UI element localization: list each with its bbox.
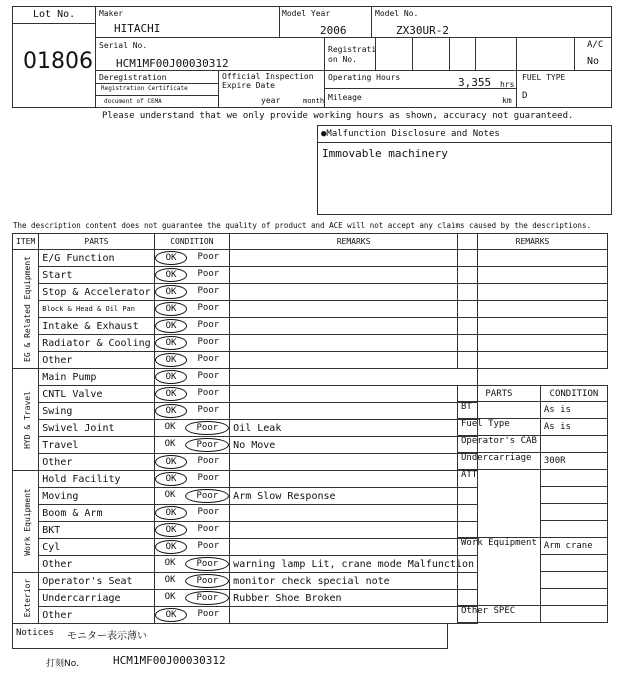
remark-cell: [230, 505, 478, 522]
remark-cell: Rubber Shoe Broken: [230, 590, 478, 607]
poor-circled: Poor: [185, 574, 229, 588]
condition-cell: [154, 318, 230, 335]
ac-cell: [574, 37, 612, 71]
table-row: [13, 318, 478, 335]
spec-header-row: [458, 386, 608, 402]
remark-cell: [230, 386, 478, 403]
part-name: Hold Facility: [39, 471, 154, 488]
ok-circled: OK: [155, 353, 188, 367]
ok-option: OK: [164, 422, 176, 432]
spec-condition: Arm crane: [540, 538, 607, 555]
poor-option: Poor: [197, 337, 220, 347]
ok-circled: OK: [155, 387, 188, 401]
part-name: Travel: [39, 437, 154, 454]
condition-cell: [154, 352, 230, 369]
remark-cell: [230, 250, 478, 267]
poor-option: Poor: [197, 269, 220, 279]
part-name: Stop & Accelerator: [39, 284, 154, 301]
spec-condition: [540, 504, 607, 521]
spec-condition: [540, 521, 607, 538]
item-header: ITEM: [13, 234, 39, 250]
table-row: [13, 369, 478, 386]
remark-cell: No Move: [230, 437, 478, 454]
notices-label: Notices: [16, 628, 54, 638]
remark-cell: [230, 607, 478, 624]
table-row: [13, 284, 478, 301]
poor-option: Poor: [197, 388, 220, 398]
ok-circled: OK: [155, 608, 188, 622]
ok-circled: OK: [155, 302, 188, 316]
right-remarks-row: [458, 352, 608, 369]
table-row: [13, 590, 478, 607]
condition-cell: [154, 454, 230, 471]
item-group-label: Work Equipment: [23, 487, 32, 556]
table-row: [13, 454, 478, 471]
ok-circled: OK: [155, 455, 188, 469]
poor-option: Poor: [197, 354, 220, 364]
poor-option: Poor: [197, 609, 220, 619]
remark-cell: Oil Leak: [230, 420, 478, 437]
poor-option: Poor: [197, 541, 220, 551]
poor-circled: Poor: [185, 438, 229, 452]
part-name: CNTL Valve: [39, 386, 154, 403]
spec-condition: [540, 487, 607, 504]
table-row: [13, 420, 478, 437]
spec-condition: As is: [540, 419, 607, 436]
right-remarks-row: [458, 335, 608, 352]
poor-option: Poor: [197, 524, 220, 534]
notices-box: [12, 623, 448, 649]
inspection-label: Official Inspection Expire Date: [222, 72, 314, 90]
part-name: Other: [39, 607, 154, 624]
condition-cell: [154, 607, 230, 624]
operating-hours-label: Operating Hours: [328, 73, 401, 82]
lot-label: Lot No.: [33, 9, 76, 20]
serial-cell: [95, 37, 325, 71]
poor-circled: Poor: [185, 591, 229, 605]
poor-option: Poor: [197, 507, 220, 517]
hours-cell: [324, 70, 517, 108]
spec-row: [458, 419, 608, 436]
condition-cell: [154, 420, 230, 437]
poor-option: Poor: [197, 320, 220, 330]
ok-circled: OK: [155, 540, 188, 554]
lot-value-cell: [12, 23, 96, 108]
table-row: [13, 250, 478, 267]
spec-condition: [540, 470, 607, 487]
right-remarks-cell: [458, 335, 608, 352]
part-name: Other: [39, 352, 154, 369]
remark-cell: [230, 267, 478, 284]
right-remarks-cell: [458, 284, 608, 301]
poor-option: Poor: [197, 303, 220, 313]
condition-cell: [154, 590, 230, 607]
model-year-value: 2006: [320, 24, 347, 37]
item-group-label: HYD & Travel: [23, 390, 32, 449]
item-group-cell: [13, 471, 39, 573]
part-name: Cyl: [39, 539, 154, 556]
condition-cell: [154, 301, 230, 318]
condition-cell: [154, 539, 230, 556]
spec-row: [458, 453, 608, 470]
ok-circled: OK: [155, 404, 188, 418]
ok-option: OK: [164, 575, 176, 585]
ok-option: OK: [164, 439, 176, 449]
right-remarks-row: [458, 301, 608, 318]
remark-cell: [230, 522, 478, 539]
remark-cell: [230, 284, 478, 301]
accuracy-notice: Please understand that we only provide working hours as shown, accuracy not guaranteed.: [102, 111, 574, 121]
serial-label: Serial No.: [99, 41, 148, 50]
cema-label: document of CEMA: [104, 98, 162, 105]
table-row: [13, 607, 478, 624]
poor-option: Poor: [197, 252, 220, 262]
deregistration-label: Deregistration: [99, 73, 167, 82]
model-year-cell: [279, 6, 372, 38]
spec-condition-header: CONDITION: [540, 386, 607, 402]
table-row: [13, 471, 478, 488]
disclaimer: The description content does not guarantee the quality of product and ACE will not accept any claims caused by the descriptions.: [13, 221, 591, 230]
registration-label-cell: [324, 37, 376, 71]
spec-condition: [540, 436, 607, 453]
spec-condition: As is: [540, 402, 607, 419]
remark-cell: [230, 539, 478, 556]
table-row: [13, 573, 478, 590]
table-row: [13, 505, 478, 522]
registration-cell-4: [475, 37, 517, 71]
right-remarks-cell: [458, 250, 608, 267]
malfunction-box: [317, 125, 612, 215]
part-name: Block & Head & Oil Pan: [39, 301, 154, 318]
part-name: Undercarriage: [39, 590, 154, 607]
spec-row: [458, 436, 608, 453]
poor-circled: Poor: [185, 489, 229, 503]
right-remarks-row: [458, 318, 608, 335]
remark-cell: [230, 301, 478, 318]
condition-cell: [154, 250, 230, 267]
right-remarks-cell: [458, 318, 608, 335]
ok-circled: OK: [155, 336, 188, 350]
model-no-value: ZX30UR-2: [396, 24, 449, 37]
ok-circled: OK: [155, 285, 188, 299]
condition-cell: [154, 335, 230, 352]
table-row: [13, 522, 478, 539]
table-row: [13, 335, 478, 352]
registration-cell-3: [449, 37, 476, 71]
remark-cell: [230, 318, 478, 335]
condition-cell: [154, 573, 230, 590]
condition-cell: [154, 471, 230, 488]
spec-part: Fuel Type: [458, 419, 541, 436]
condition-cell: [154, 267, 230, 284]
parts-header: PARTS: [39, 234, 154, 250]
spec-part: Undercarriage: [458, 453, 541, 470]
km-label: km: [502, 96, 512, 105]
spec-row: [458, 606, 608, 623]
spec-row: [458, 470, 608, 487]
poor-option: Poor: [197, 456, 220, 466]
spec-part: BT: [458, 402, 541, 419]
part-name: Start: [39, 267, 154, 284]
right-remarks-row: [458, 267, 608, 284]
model-no-cell: [371, 6, 612, 38]
part-name: E/G Function: [39, 250, 154, 267]
item-group-cell: [13, 369, 39, 471]
ok-circled: OK: [155, 370, 188, 384]
inspection-header-row: [13, 234, 478, 250]
table-row: [13, 301, 478, 318]
maker-cell: [95, 6, 280, 38]
registration-cell-1: [375, 37, 413, 71]
poor-option: Poor: [197, 473, 220, 483]
poor-option: Poor: [197, 286, 220, 296]
operating-hours-value: 3,355: [458, 76, 492, 89]
remark-cell: monitor check special note: [230, 573, 478, 590]
remark-cell: [230, 471, 478, 488]
spec-row: [458, 538, 608, 555]
serial-value: HCM1MF00J00030312: [116, 57, 229, 70]
right-remarks-header: REMARKS: [458, 234, 608, 250]
spec-condition: 300R: [540, 453, 607, 470]
condition-cell: [154, 505, 230, 522]
part-name: Radiator & Cooling: [39, 335, 154, 352]
registration-label: Registrati on No.: [328, 45, 377, 64]
ac-value: No: [587, 56, 600, 67]
poor-circled: Poor: [185, 557, 229, 571]
right-remarks-row: [458, 284, 608, 301]
maker-label: Maker: [99, 9, 124, 18]
part-name: Swivel Joint: [39, 420, 154, 437]
spec-condition: [540, 589, 607, 606]
mileage-label: Mileage: [328, 93, 362, 102]
table-row: [13, 488, 478, 505]
lot-number: 01806: [23, 49, 93, 74]
part-name: Moving: [39, 488, 154, 505]
malfunction-text: Immovable machinery: [322, 147, 448, 160]
part-name: Swing: [39, 403, 154, 420]
part-name: Other: [39, 454, 154, 471]
table-row: [13, 437, 478, 454]
registration-certificate-label: Registration Certificate: [101, 85, 188, 92]
condition-cell: [154, 403, 230, 420]
table-row: [13, 539, 478, 556]
item-group-cell: [13, 573, 39, 624]
maker-value: HITACHI: [114, 22, 161, 35]
spec-condition: [540, 555, 607, 572]
stamp-value: HCM1MF00J00030312: [113, 654, 226, 667]
spec-part: Other SPEC: [458, 606, 541, 623]
ok-circled: OK: [155, 506, 188, 520]
ac-label: A/C: [587, 40, 604, 50]
table-row: [13, 352, 478, 369]
lot-label-cell: [12, 6, 96, 24]
part-name: Operator's Seat: [39, 573, 154, 590]
ok-option: OK: [164, 558, 176, 568]
poor-circled: Poor: [185, 421, 229, 435]
condition-cell: [154, 284, 230, 301]
remark-cell: warning lamp Lit, crane mode Malfunction: [230, 556, 478, 573]
month-label: month: [303, 97, 325, 105]
right-remarks-table: [457, 233, 608, 369]
spec-condition: [540, 572, 607, 589]
year-label: year: [261, 96, 281, 105]
condition-cell: [154, 556, 230, 573]
spec-condition: [540, 606, 607, 623]
inspection-cell: [218, 70, 325, 108]
right-remarks-cell: [458, 301, 608, 318]
condition-cell: [154, 437, 230, 454]
poor-option: Poor: [197, 371, 220, 381]
right-remarks-row: [458, 250, 608, 267]
remark-cell: [230, 335, 478, 352]
item-group-label: Exterior: [23, 578, 32, 618]
spec-table: [457, 385, 608, 623]
stamp-label: 打刻No.: [46, 659, 79, 669]
item-group-label: EG & Related Equipment: [23, 256, 32, 362]
item-group-cell: [13, 250, 39, 369]
condition-cell: [154, 488, 230, 505]
condition-cell: [154, 522, 230, 539]
condition-header: CONDITION: [154, 234, 230, 250]
remark-cell: [230, 352, 478, 369]
poor-option: Poor: [197, 405, 220, 415]
inspection-table: [12, 233, 478, 624]
ok-circled: OK: [155, 268, 188, 282]
remark-cell: Arm Slow Response: [230, 488, 478, 505]
registration-cell-5: [516, 37, 575, 71]
table-row: [13, 403, 478, 420]
ok-option: OK: [164, 592, 176, 602]
ok-circled: OK: [155, 319, 188, 333]
right-remarks-cell: [458, 267, 608, 284]
notices-text: モニター表示薄い: [67, 631, 147, 642]
right-remarks-cell: [458, 352, 608, 369]
ok-circled: OK: [155, 523, 188, 537]
table-row: [13, 267, 478, 284]
ok-option: OK: [164, 490, 176, 500]
condition-cell: [154, 369, 230, 386]
ok-circled: OK: [155, 472, 188, 486]
ok-circled: OK: [155, 251, 188, 265]
registration-cell-2: [412, 37, 450, 71]
remark-cell: [230, 369, 478, 386]
model-no-label: Model No.: [375, 9, 419, 18]
part-name: BKT: [39, 522, 154, 539]
spec-part: ATT: [458, 470, 541, 538]
table-row: [13, 386, 478, 403]
table-row: [13, 556, 478, 573]
spec-part: Operator's CAB: [458, 436, 541, 453]
fuel-type-label: FUEL TYPE: [522, 73, 566, 82]
part-name: Other: [39, 556, 154, 573]
part-name: Boom & Arm: [39, 505, 154, 522]
model-year-label: Model Year: [282, 9, 331, 18]
remark-cell: [230, 454, 478, 471]
part-name: Intake & Exhaust: [39, 318, 154, 335]
malfunction-title: ●Malfunction Disclosure and Notes: [321, 129, 500, 139]
deregistration-cell: [95, 70, 219, 108]
fuel-type-value: D: [522, 91, 528, 101]
spec-part: Work Equipment: [458, 538, 541, 606]
condition-cell: [154, 386, 230, 403]
spec-parts-header: PARTS: [458, 386, 541, 402]
part-name: Main Pump: [39, 369, 154, 386]
fuel-type-cell: [516, 70, 612, 108]
spec-row: [458, 402, 608, 419]
remarks-header: REMARKS: [230, 234, 478, 250]
remark-cell: [230, 403, 478, 420]
hrs-label: hrs: [500, 80, 515, 89]
